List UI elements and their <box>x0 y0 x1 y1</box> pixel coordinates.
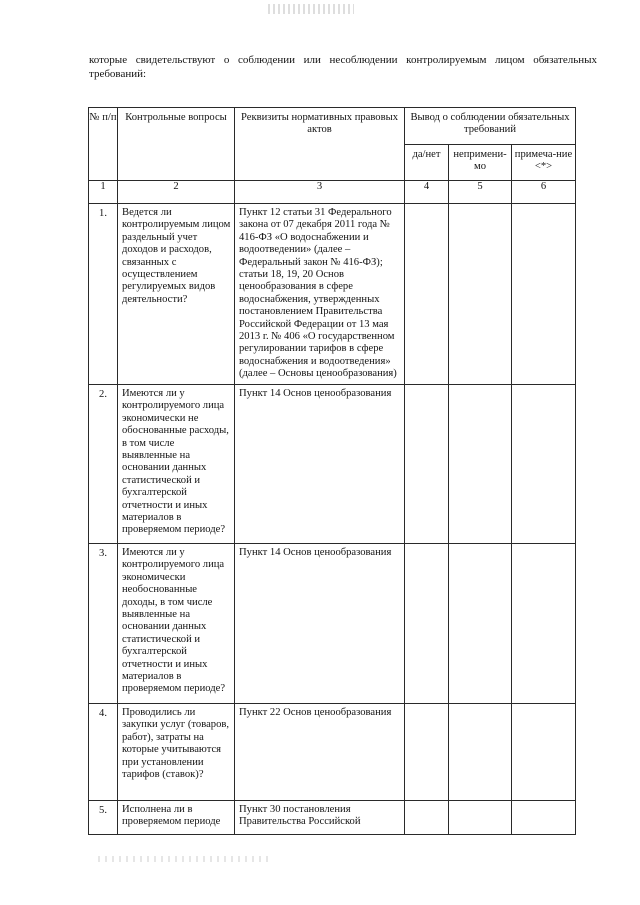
intro-paragraph <box>89 54 597 81</box>
cell-not-applicable[interactable] <box>449 385 512 544</box>
row-question: Имеются ли у контролируемого лица экономически не обоснованные расходы, в том числе выявленные на основании данных статистической и бухгалтерской отчетности и иных материалов в проверяемом периоде? <box>118 385 235 544</box>
row-question: Исполнена ли в проверяемом периоде <box>118 801 235 835</box>
table-row <box>89 204 576 385</box>
col-number: 1 <box>89 181 118 204</box>
row-number: 4. <box>89 704 118 801</box>
intro-line-1: которые свидетельствуют о соблюдении или несоблюдении контролируемым лицом обязательных <box>89 54 597 66</box>
cell-note[interactable] <box>512 544 576 704</box>
footer-mark <box>98 856 268 862</box>
cell-yes-no[interactable] <box>405 544 449 704</box>
col-number: 2 <box>118 181 235 204</box>
row-question: Проводились ли закупки услуг (товаров, работ), затраты на которые учитываются при установлении тарифов (ставок)? <box>118 704 235 801</box>
cell-note[interactable] <box>512 801 576 835</box>
header-not-applicable: непримени-мо <box>449 145 512 181</box>
column-number-row <box>89 181 576 204</box>
row-requisite: Пункт 22 Основ ценообразования <box>235 704 405 801</box>
col-number: 6 <box>512 181 576 204</box>
header-conclusion: Вывод о соблюдении обязательных требований <box>405 108 576 145</box>
row-requisite: Пункт 14 Основ ценообразования <box>235 385 405 544</box>
row-requisite: Пункт 12 статьи 31 Федерального закона от 07 декабря 2011 года № 416-ФЗ «О водоснабжении и водоотведении» (далее – Федеральный закон № 416-ФЗ); статьи 18, 19, 20 Основ ценообразования в сфере водоснабжения, утвержденных постановлением Правительства Российской Федерации от 13 мая 2013 г. № 406 «О государственном регулировании тарифов в сфере водоснабжения и водоотведения» (далее – Основы ценообразования) <box>235 204 405 385</box>
col-number: 5 <box>449 181 512 204</box>
cell-note[interactable] <box>512 704 576 801</box>
intro-line-2: требований: <box>89 67 147 80</box>
col-number: 4 <box>405 181 449 204</box>
table-row <box>89 544 576 704</box>
col-number: 3 <box>235 181 405 204</box>
cell-not-applicable[interactable] <box>449 801 512 835</box>
header-questions: Контрольные вопросы <box>118 108 235 181</box>
cell-not-applicable[interactable] <box>449 704 512 801</box>
header-note: примеча-ние <*> <box>512 145 576 181</box>
cell-yes-no[interactable] <box>405 204 449 385</box>
row-requisite: Пункт 30 постановления Правительства Российской <box>235 801 405 835</box>
row-question: Ведется ли контролируемым лицом раздельный учет доходов и расходов, связанных с осуществлением регулируемых видов деятельности? <box>118 204 235 385</box>
cell-note[interactable] <box>512 204 576 385</box>
cell-not-applicable[interactable] <box>449 544 512 704</box>
table-row <box>89 704 576 801</box>
page-header-mark <box>268 4 354 14</box>
row-number: 3. <box>89 544 118 704</box>
checklist-table <box>88 107 576 835</box>
table-row <box>89 385 576 544</box>
row-number: 5. <box>89 801 118 835</box>
cell-not-applicable[interactable] <box>449 204 512 385</box>
header-requisites: Реквизиты нормативных правовых актов <box>235 108 405 181</box>
row-question: Имеются ли у контролируемого лица экономически необоснованные доходы, в том числе выявленные на основании данных статистической и бухгалтерской отчетности и иных материалов в проверяемом периоде? <box>118 544 235 704</box>
cell-yes-no[interactable] <box>405 385 449 544</box>
row-number: 1. <box>89 204 118 385</box>
cell-yes-no[interactable] <box>405 801 449 835</box>
cell-note[interactable] <box>512 385 576 544</box>
header-yes-no: да/нет <box>405 145 449 181</box>
cell-yes-no[interactable] <box>405 704 449 801</box>
header-num: № п/п <box>89 108 118 181</box>
row-number: 2. <box>89 385 118 544</box>
table-row <box>89 801 576 835</box>
row-requisite: Пункт 14 Основ ценообразования <box>235 544 405 704</box>
